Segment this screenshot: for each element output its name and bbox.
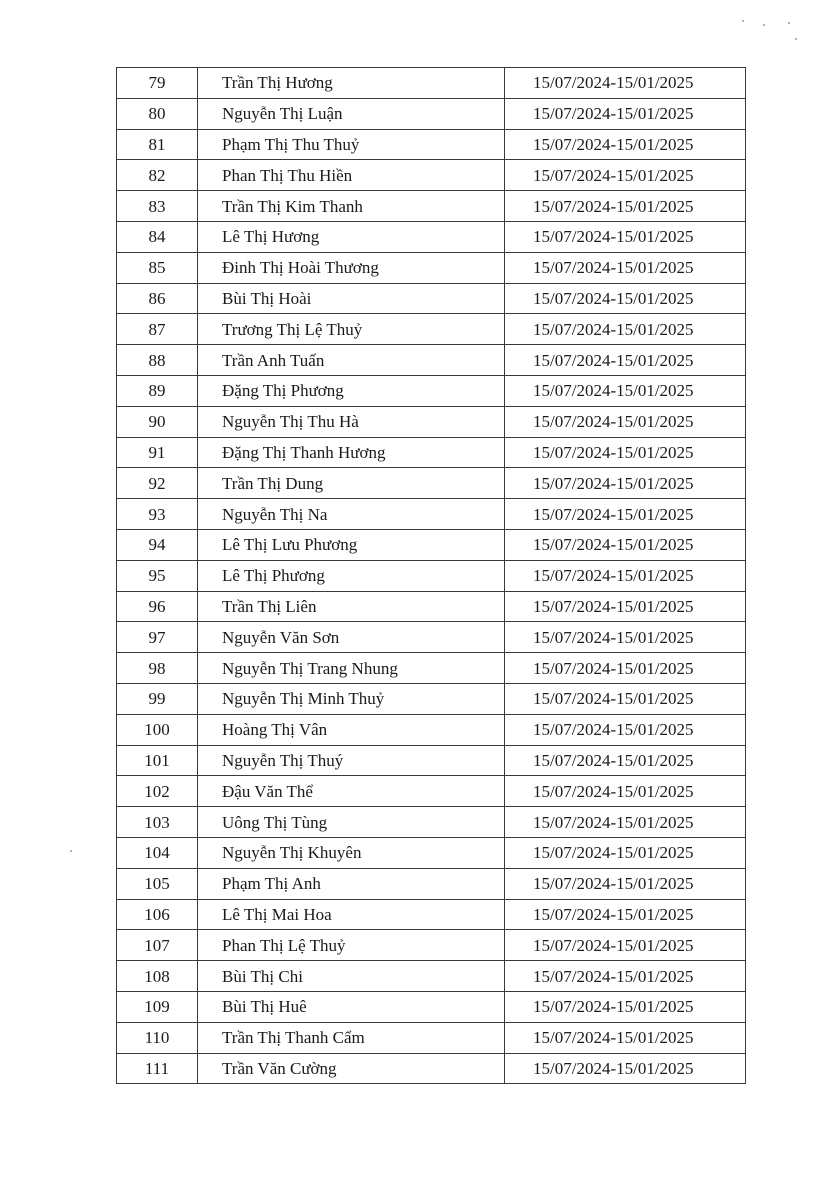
row-number-cell: 105 [117, 868, 198, 899]
table-row [117, 191, 746, 222]
full-name-cell: Lê Thị Phương [198, 560, 505, 591]
period-cell: 15/07/2024-15/01/2025 [505, 653, 746, 684]
scan-speck [788, 22, 790, 24]
full-name-cell: Đậu Văn Thể [198, 776, 505, 807]
full-name-cell: Bùi Thị Chi [198, 961, 505, 992]
full-name-cell: Trần Thị Hương [198, 68, 505, 99]
full-name-cell: Phan Thị Lệ Thuỷ [198, 930, 505, 961]
row-number-cell: 108 [117, 961, 198, 992]
scan-speck [763, 24, 765, 26]
full-name-cell: Đinh Thị Hoài Thương [198, 252, 505, 283]
full-name-cell: Nguyễn Thị Na [198, 499, 505, 530]
row-number-cell: 93 [117, 499, 198, 530]
period-cell: 15/07/2024-15/01/2025 [505, 160, 746, 191]
period-cell: 15/07/2024-15/01/2025 [505, 683, 746, 714]
table-row [117, 437, 746, 468]
row-number-cell: 80 [117, 98, 198, 129]
full-name-cell: Lê Thị Mai Hoa [198, 899, 505, 930]
period-cell: 15/07/2024-15/01/2025 [505, 221, 746, 252]
period-cell: 15/07/2024-15/01/2025 [505, 591, 746, 622]
table-row [117, 899, 746, 930]
row-number-cell: 106 [117, 899, 198, 930]
row-number-cell: 87 [117, 314, 198, 345]
period-cell: 15/07/2024-15/01/2025 [505, 991, 746, 1022]
row-number-cell: 90 [117, 406, 198, 437]
full-name-cell: Phan Thị Thu Hiền [198, 160, 505, 191]
row-number-cell: 107 [117, 930, 198, 961]
full-name-cell: Uông Thị Tùng [198, 807, 505, 838]
scan-speck [742, 20, 744, 22]
table-row [117, 622, 746, 653]
row-number-cell: 92 [117, 468, 198, 499]
roster-table-body [117, 68, 746, 1084]
full-name-cell: Nguyễn Thị Thuý [198, 745, 505, 776]
full-name-cell: Trần Văn Cường [198, 1053, 505, 1084]
row-number-cell: 103 [117, 807, 198, 838]
row-number-cell: 102 [117, 776, 198, 807]
full-name-cell: Trần Thị Thanh Cẩm [198, 1022, 505, 1053]
period-cell: 15/07/2024-15/01/2025 [505, 191, 746, 222]
period-cell: 15/07/2024-15/01/2025 [505, 406, 746, 437]
table-row [117, 776, 746, 807]
table-row [117, 314, 746, 345]
period-cell: 15/07/2024-15/01/2025 [505, 437, 746, 468]
row-number-cell: 104 [117, 837, 198, 868]
period-cell: 15/07/2024-15/01/2025 [505, 345, 746, 376]
roster-table [116, 67, 746, 1084]
table-row [117, 345, 746, 376]
full-name-cell: Nguyễn Thị Luận [198, 98, 505, 129]
row-number-cell: 110 [117, 1022, 198, 1053]
period-cell: 15/07/2024-15/01/2025 [505, 314, 746, 345]
full-name-cell: Lê Thị Hương [198, 221, 505, 252]
table-row [117, 1053, 746, 1084]
scan-speck [795, 38, 797, 40]
full-name-cell: Nguyễn Thị Khuyên [198, 837, 505, 868]
table-row [117, 807, 746, 838]
full-name-cell: Phạm Thị Thu Thuỷ [198, 129, 505, 160]
table-row [117, 930, 746, 961]
full-name-cell: Phạm Thị Anh [198, 868, 505, 899]
table-row [117, 745, 746, 776]
row-number-cell: 109 [117, 991, 198, 1022]
table-row [117, 529, 746, 560]
period-cell: 15/07/2024-15/01/2025 [505, 1053, 746, 1084]
table-row [117, 406, 746, 437]
table-row [117, 868, 746, 899]
table-row [117, 991, 746, 1022]
row-number-cell: 82 [117, 160, 198, 191]
full-name-cell: Nguyễn Thị Minh Thuỷ [198, 683, 505, 714]
table-row [117, 499, 746, 530]
period-cell: 15/07/2024-15/01/2025 [505, 899, 746, 930]
row-number-cell: 89 [117, 375, 198, 406]
scan-speck [70, 850, 72, 852]
period-cell: 15/07/2024-15/01/2025 [505, 961, 746, 992]
table-row [117, 1022, 746, 1053]
row-number-cell: 83 [117, 191, 198, 222]
row-number-cell: 84 [117, 221, 198, 252]
row-number-cell: 98 [117, 653, 198, 684]
period-cell: 15/07/2024-15/01/2025 [505, 283, 746, 314]
full-name-cell: Lê Thị Lưu Phương [198, 529, 505, 560]
period-cell: 15/07/2024-15/01/2025 [505, 714, 746, 745]
row-number-cell: 85 [117, 252, 198, 283]
row-number-cell: 97 [117, 622, 198, 653]
row-number-cell: 96 [117, 591, 198, 622]
table-row [117, 683, 746, 714]
period-cell: 15/07/2024-15/01/2025 [505, 129, 746, 160]
table-row [117, 468, 746, 499]
table-row [117, 98, 746, 129]
period-cell: 15/07/2024-15/01/2025 [505, 68, 746, 99]
full-name-cell: Nguyễn Thị Trang Nhung [198, 653, 505, 684]
table-row [117, 375, 746, 406]
table-row [117, 560, 746, 591]
table-row [117, 160, 746, 191]
period-cell: 15/07/2024-15/01/2025 [505, 868, 746, 899]
period-cell: 15/07/2024-15/01/2025 [505, 98, 746, 129]
period-cell: 15/07/2024-15/01/2025 [505, 1022, 746, 1053]
row-number-cell: 79 [117, 68, 198, 99]
period-cell: 15/07/2024-15/01/2025 [505, 745, 746, 776]
row-number-cell: 111 [117, 1053, 198, 1084]
row-number-cell: 94 [117, 529, 198, 560]
row-number-cell: 88 [117, 345, 198, 376]
period-cell: 15/07/2024-15/01/2025 [505, 499, 746, 530]
row-number-cell: 99 [117, 683, 198, 714]
row-number-cell: 81 [117, 129, 198, 160]
period-cell: 15/07/2024-15/01/2025 [505, 837, 746, 868]
full-name-cell: Đặng Thị Thanh Hương [198, 437, 505, 468]
full-name-cell: Trương Thị Lệ Thuỷ [198, 314, 505, 345]
full-name-cell: Trần Thị Liên [198, 591, 505, 622]
table-row [117, 714, 746, 745]
full-name-cell: Nguyễn Văn Sơn [198, 622, 505, 653]
period-cell: 15/07/2024-15/01/2025 [505, 560, 746, 591]
table-row [117, 221, 746, 252]
table-row [117, 591, 746, 622]
period-cell: 15/07/2024-15/01/2025 [505, 529, 746, 560]
row-number-cell: 101 [117, 745, 198, 776]
full-name-cell: Nguyễn Thị Thu Hà [198, 406, 505, 437]
full-name-cell: Trần Thị Kim Thanh [198, 191, 505, 222]
table-row [117, 68, 746, 99]
table-row [117, 961, 746, 992]
period-cell: 15/07/2024-15/01/2025 [505, 930, 746, 961]
table-row [117, 283, 746, 314]
table-row [117, 129, 746, 160]
period-cell: 15/07/2024-15/01/2025 [505, 375, 746, 406]
full-name-cell: Trần Thị Dung [198, 468, 505, 499]
row-number-cell: 100 [117, 714, 198, 745]
row-number-cell: 86 [117, 283, 198, 314]
row-number-cell: 95 [117, 560, 198, 591]
row-number-cell: 91 [117, 437, 198, 468]
period-cell: 15/07/2024-15/01/2025 [505, 776, 746, 807]
full-name-cell: Hoàng Thị Vân [198, 714, 505, 745]
full-name-cell: Trần Anh Tuấn [198, 345, 505, 376]
full-name-cell: Bùi Thị Hoài [198, 283, 505, 314]
table-row [117, 653, 746, 684]
period-cell: 15/07/2024-15/01/2025 [505, 622, 746, 653]
period-cell: 15/07/2024-15/01/2025 [505, 468, 746, 499]
full-name-cell: Đặng Thị Phương [198, 375, 505, 406]
period-cell: 15/07/2024-15/01/2025 [505, 807, 746, 838]
table-row [117, 252, 746, 283]
table-row [117, 837, 746, 868]
period-cell: 15/07/2024-15/01/2025 [505, 252, 746, 283]
full-name-cell: Bùi Thị Huê [198, 991, 505, 1022]
